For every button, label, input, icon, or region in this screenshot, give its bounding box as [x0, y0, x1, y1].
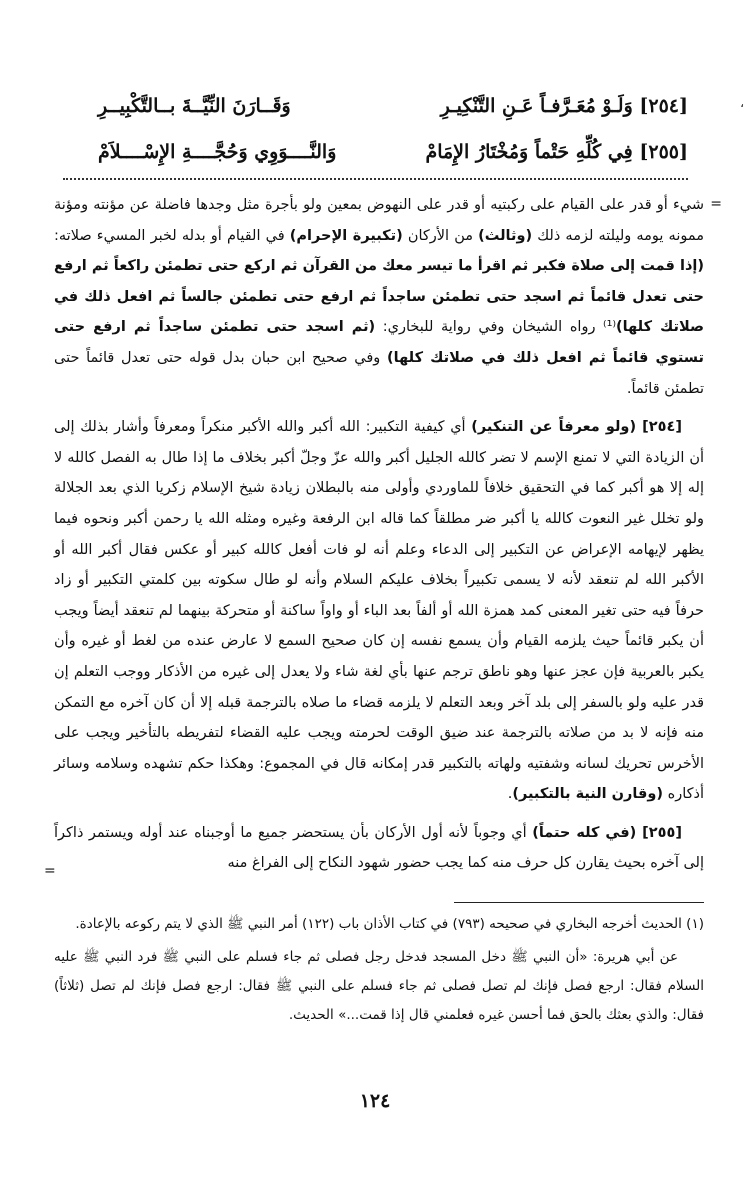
text-segment-0-2: من الأركان [402, 227, 479, 244]
commentary-text [54, 190, 704, 887]
page-number: ١٢٤ [359, 1090, 391, 1112]
matn-quote-1-0: [٢٥٤] (ولو معرفاً عن التنكير) [471, 419, 682, 436]
footnote-1-hadith: عن أبي هريرة: «أن النبي ﷺ دخل المسجد فدخل رجل فصلى ثم جاء فسلم على النبي ﷺ فرد النبي ﷺ عليه السلام فقال: ارجع فصل فإنك لم تصل فصلى ثم جاء فسلم على النبي ﷺ فقال: ارجع فصل فإنك لم تصل (ثلاثاً) فقال: والذي بعثك بالحق فما أحسن غيره فعلمني قال إذا قمت...» الحديث. [54, 949, 704, 1023]
dotted-separator [63, 178, 688, 180]
verse-row-254 [98, 95, 688, 141]
footnotes [54, 910, 704, 1034]
verse-row-255 [98, 141, 688, 187]
continuation-mark: = [710, 196, 722, 212]
text-segment-1-3: . [507, 786, 513, 803]
paragraph-1 [54, 190, 704, 404]
paragraph-255-commentary [54, 818, 704, 879]
verse-255-second-hemistich: وَالنَّــــوَوِي وَحُجَّــــةِ الإِسْــــلاَمْ [98, 141, 337, 163]
text-segment-0-6: ⁽¹⁾ رواه الشيخان وفي رواية للبخاري: [375, 319, 616, 336]
matn-quote-0-7: (ثم اسجد حتى تطمئن ساجداً ثم ارفع حتى تستوي قائماً ثم افعل ذلك في صلاتك كلها) [54, 319, 704, 366]
matn-quote-0-1: (وثالث) [478, 227, 533, 244]
verse-block [98, 95, 688, 187]
verse-255-first-hemistich: [٢٥٥] فِي كُلِّهِ حَتْماً وَمُخْتَارُ الإِمَامْ [425, 141, 688, 163]
continuation-end-mark: = [44, 863, 56, 879]
matn-quote-1-2: (وقارن النية بالتكبير) [512, 786, 663, 803]
text-segment-0-0: شيء أو قدر على القيام على ركبتيه أو قدر على النهوض بمعين ولو بأجرة مثل وجدها فاضلة عن مؤنته ومؤنة ممونه يومه وليلته لزمه ذلك [54, 197, 705, 244]
text-segment-2-1: أي وجوباً لأنه أول الأركان بأن يستحضر جميع ما أوجبناه عند أوله ويستمر ذاكراً إلى آخره بحيث يقارن كل حرف منه كما يجب حضور شهود النكاح إلى الفراغ منه [54, 824, 704, 872]
text-segment-1-1: أي كيفية التكبير: الله أكبر والله الأكبر منكراً ومعرفاً وأشار بذلك إلى أن الزيادة التي لا تمنع الإسم لا تضر كالله الجليل أكبر والله عزّ وجلّ أكبر بخلاف ما إذا طال به الفصل كالله لا إله إلا هو أكبر كما في التحقيق خلافاً للماوردي وأولى منه بالبطلان زيادة شيخ الإسلام زكريا الذي بعد الجلالة ولو تخلل غير النعوت كالله يا أكبر ضر مطلقاً كما قاله ابن الرفعة وغيره ومثله الله يا رحمن أكبر ونحوه فيما يظهر لإيهامه الإعراض عن التكبير إلى الدعاء وعلم أنه لو فات أفعل كالله كبير أو عكس فقال أكبر الله أو الأكبر الله لم تنعقد لأنه لا يسمى تكبيراً بخلاف عليكم السلام وأنه لو طال سكوته بين كلمتي التكبير أو زاد حرفاً فيه حتى تغير المعنى كمد همزة الله أو ألفاً بعد الباء أو واواً ساكنة أو متحركة بينهما لم تنعقد أيضاً ويجب أن يكبر قائماً حيث يلزمه القيام وأن يسمع نفسه إن كان صحيح السمع لا عارض عنده من لغط أو غيره وأن يكبر بالعربية فإن عجز عنها وهو ناطق ترجم عنها بأي لغة شاء ولا يعدل إلى غيره من الأذكار ووجب التعلم إن قدر عليه ولو بالسفر إلى بلد آخر وبعد التعلم لا يلزمه قضاء ما صلاه بالترجمة قبله إلا أن كان آخره مع التمكن منه فإنه لا بد من صلاته بالترجمة عند ضيق الوقت لحرمته ويجب عليه القضاء لتفريطه بالتأخير ويجب على الأخرس تحريك لسانه وشفتيه ولهاته بالتكبير قدر إمكانه قال في المجموع: وهكذا حكم تشهده وسلامه وسائر أذكاره [54, 419, 704, 803]
verse-254-first-hemistich: [٢٥٤] وَلَـوْ مُعَـرَّفـاً عَـنِ التَّنْكِيـرِ [440, 95, 688, 117]
footnote-1: (١) الحديث أخرجه البخاري في صحيحه (٧٩٣) في كتاب الأذان باب (١٢٢) أمر النبي ﷺ الذي لا يتم ركوعه بالإعادة. [75, 916, 704, 932]
footnote-rule [454, 902, 704, 903]
text-segment-0-4: في القيام أو بدله لخبر المسيء صلاته: [54, 227, 290, 244]
matn-quote-2-0: [٢٥٥] (في كله حتماً) [532, 824, 682, 841]
text-segment-0-8: وفي صحيح ابن حبان بدل قوله حتى تعدل قائماً حتى تطمئن قائماً. [54, 349, 704, 397]
verse-254-second-hemistich: وَقَــارَنَ النِّيَّــةَ بــالتَّكْبِيــرِ [98, 95, 291, 117]
matn-quote-0-3: (تكبيرة الإحرام) [289, 227, 403, 244]
paragraph-254-commentary [54, 412, 704, 810]
matn-quote-0-5: (إذا قمت إلى صلاة فكبر ثم اقرأ ما تيسر معك من القرآن ثم اركع حتى تطمئن راكعاً ثم ارفع حتى تعدل قائماً ثم اسجد حتى تطمئن ساجداً ثم ارفع حتى تطمئن جالساً ثم افعل ذلك في صلاتك كلها) [54, 258, 705, 336]
margin-mark: ، [740, 96, 744, 110]
